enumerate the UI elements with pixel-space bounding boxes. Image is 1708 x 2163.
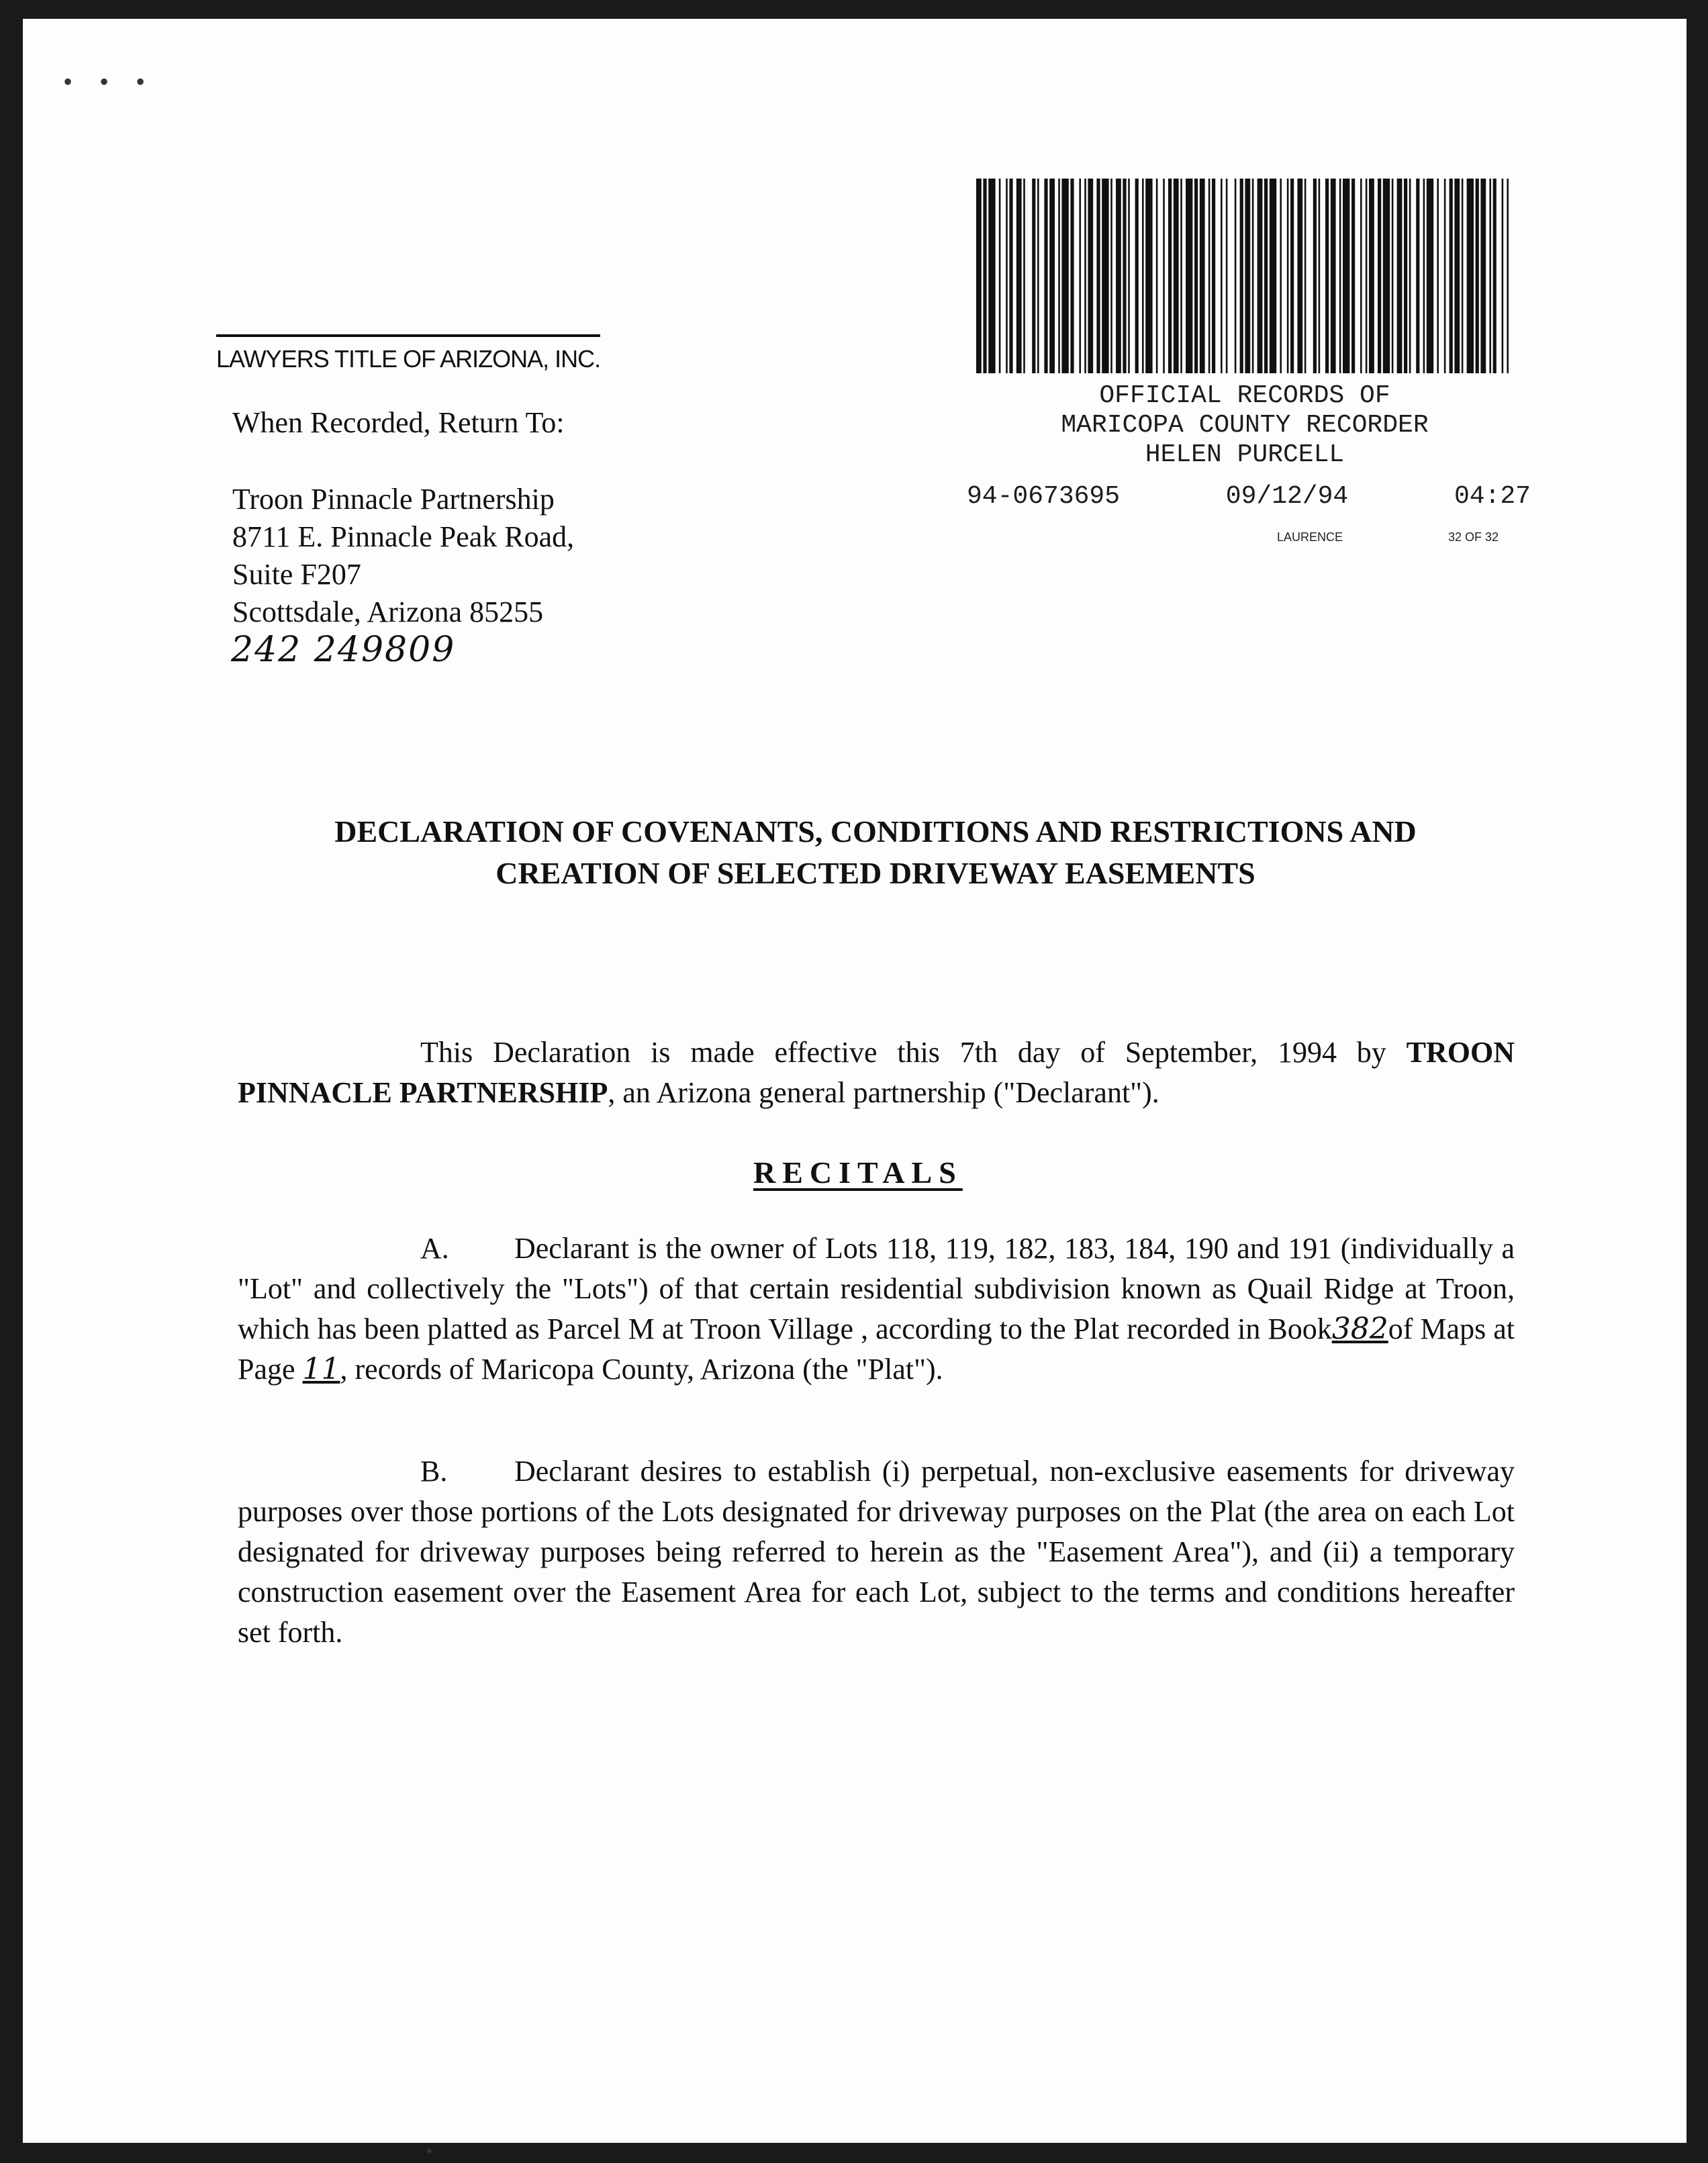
intro-text-after: , an Arizona general partnership ("Declarant"). (608, 1076, 1159, 1109)
barcode-bar (1006, 179, 1008, 373)
barcode-bar (1145, 179, 1152, 373)
address-line: Scottsdale, Arizona 85255 (232, 595, 544, 628)
recording-time: 04:27 (1454, 482, 1531, 511)
barcode-bar (1240, 179, 1243, 373)
barcode-bar (1208, 179, 1211, 373)
barcode-bar (1304, 179, 1307, 373)
barcode-bar (1437, 179, 1439, 373)
barcode-bar (1180, 179, 1182, 373)
barcode-bar (1044, 179, 1047, 373)
barcode-bar (1378, 179, 1381, 373)
barcode-bar (1383, 179, 1390, 373)
recorder-line-1: OFFICIAL RECORDS OF (1099, 381, 1390, 410)
barcode-bar (1502, 179, 1504, 373)
title-company: LAWYERS TITLE OF ARIZONA, INC. (216, 334, 600, 373)
barcode-bar (999, 179, 1001, 373)
recording-clerk: LAURENCE (1277, 530, 1343, 544)
recital-a-text-3: , records of Maricopa County, Arizona (the "Plat"). (340, 1353, 943, 1386)
barcode-bar (1174, 179, 1179, 373)
return-label: When Recorded, Return To: (232, 406, 565, 439)
barcode-bar (1186, 179, 1192, 373)
recital-b-letter: B. (420, 1455, 448, 1488)
barcode-bar (1339, 179, 1341, 373)
barcode-bar (1116, 179, 1121, 373)
barcode-bar (1507, 179, 1509, 373)
barcode-bar (1343, 179, 1349, 373)
barcode-bar (1467, 179, 1474, 373)
barcode-bar (1079, 179, 1081, 373)
page-number: 11 (302, 1352, 340, 1386)
barcode-bar (1319, 179, 1321, 373)
barcode-bar (1287, 179, 1289, 373)
barcode-image (976, 179, 1513, 373)
document-title (184, 811, 1567, 894)
barcode-bar (976, 179, 982, 373)
barcode-bar (1061, 179, 1068, 373)
barcode-bar (1102, 179, 1108, 373)
barcode-bar (1331, 179, 1336, 373)
barcode-bar (1037, 179, 1039, 373)
recording-pages: 32 OF 32 (1448, 530, 1499, 544)
barcode-bar (1128, 179, 1130, 373)
barcode-bar (1427, 179, 1433, 373)
barcode-bar (1252, 179, 1254, 373)
barcode-bar (1360, 179, 1362, 373)
barcode-bar (1200, 179, 1205, 373)
barcode-bar (1416, 179, 1419, 373)
recital-a-text-2: of Maps at Page (238, 1312, 1515, 1386)
recitals-heading: RECITALS (753, 1155, 963, 1190)
barcode-bar (1016, 179, 1022, 373)
barcode-bar (1444, 179, 1446, 373)
barcode-bar (1258, 179, 1263, 373)
barcode-bar (1369, 179, 1374, 373)
barcode-bar (1476, 179, 1479, 373)
barcode-bar (1351, 179, 1355, 373)
barcode-bar (983, 179, 986, 373)
recital-b-paragraph (238, 1451, 1515, 1653)
barcode-bar (1163, 179, 1165, 373)
title-line-2: CREATION OF SELECTED DRIVEWAY EASEMENTS (495, 856, 1255, 890)
barcode-bar (1297, 179, 1302, 373)
scan-speck: • (426, 2140, 433, 2162)
title-line-1: DECLARATION OF COVENANTS, CONDITIONS AND RESTRICTIONS AND (334, 814, 1417, 849)
barcode-bar (1404, 179, 1407, 373)
recorder-line-2: MARICOPA COUNTY RECORDER (1061, 411, 1429, 440)
barcode-bar (1212, 179, 1215, 373)
scan-specks: ••• (63, 66, 173, 97)
book-number: 382 (1331, 1312, 1388, 1346)
address-line: Troon Pinnacle Partnership (232, 483, 555, 516)
barcode-bar (1235, 179, 1237, 373)
barcode-bar (1168, 179, 1172, 373)
barcode-bar (1480, 179, 1486, 373)
barcode-bar (1493, 179, 1497, 373)
barcode-bar (1397, 179, 1403, 373)
barcode-bar (1290, 179, 1294, 373)
barcode-bar (1049, 179, 1055, 373)
recital-a-text-1: Declarant is the owner of Lots 118, 119, 182, 183, 184, 190 and 191 (individually a "Lot" and collectively the "Lots") of that certain residential subdivision known as Quail Ridge at Troon, which has been platted as Parcel M at Troon Village , according to the Plat recorded in Book (238, 1232, 1515, 1345)
barcode-bar (1489, 179, 1491, 373)
barcode-bar (1088, 179, 1093, 373)
barcode-bar (1084, 179, 1086, 373)
barcode-bar (1313, 179, 1317, 373)
handwritten-number: 242 249809 (231, 630, 456, 670)
recorder-stamp (976, 381, 1513, 470)
barcode-bar (1142, 179, 1144, 373)
barcode-bar (1280, 179, 1282, 373)
barcode-bar (1221, 179, 1223, 373)
return-address (232, 481, 574, 631)
barcode-bar (1270, 179, 1276, 373)
barcode-bar (1325, 179, 1329, 373)
intro-paragraph (238, 1032, 1515, 1113)
barcode-bar (1070, 179, 1074, 373)
address-line: Suite F207 (232, 558, 361, 591)
address-line: 8711 E. Pinnacle Peak Road, (232, 520, 575, 553)
barcode-bar (1110, 179, 1112, 373)
document-page (23, 19, 1687, 2162)
recital-a-paragraph (238, 1229, 1515, 1390)
recital-b-text: Declarant desires to establish (i) perpetual, non-exclusive easements for driveway purposes over those portions of the Lots designated for driveway purposes on the Plat (the area on each Lot designated for driveway purposes being referred to herein as the "Easement Area"), and (ii) a temporary construction easement over the Easement Area for each Lot, subject to the terms and conditions hereafter set forth. (238, 1455, 1515, 1649)
barcode-bar (1032, 179, 1035, 373)
barcode-bar (1135, 179, 1139, 373)
barcode-bar (1123, 179, 1126, 373)
barcode-bar (1450, 179, 1453, 373)
barcode-bar (1009, 179, 1012, 373)
barcode-bar (1194, 179, 1198, 373)
barcode-bar (988, 179, 995, 373)
barcode-bar (1454, 179, 1460, 373)
recital-a-letter: A. (420, 1232, 449, 1265)
barcode-bar (1462, 179, 1464, 373)
barcode-bar (1264, 179, 1268, 373)
barcode-bar (1423, 179, 1425, 373)
barcode-bar (1058, 179, 1060, 373)
recording-clerk-info (1277, 530, 1499, 544)
barcode-bar (1023, 179, 1025, 373)
recorder-line-3: HELEN PURCELL (1145, 440, 1345, 469)
barcode-bar (1366, 179, 1368, 373)
recording-date: 09/12/94 (1225, 482, 1349, 511)
intro-text-before: This Declaration is made effective this 7th day of September, 1994 by (420, 1036, 1407, 1069)
barcode-bar (1392, 179, 1394, 373)
recording-info (967, 482, 1531, 511)
barcode-bar (1096, 179, 1100, 373)
barcode-bar (1245, 179, 1250, 373)
declarant-name: TROON PINNACLE PARTNERSHIP (238, 1036, 1515, 1109)
barcode-bar (1409, 179, 1411, 373)
barcode-bar (1156, 179, 1158, 373)
barcode-bar (1226, 179, 1228, 373)
document-number: 94-0673695 (967, 482, 1121, 511)
